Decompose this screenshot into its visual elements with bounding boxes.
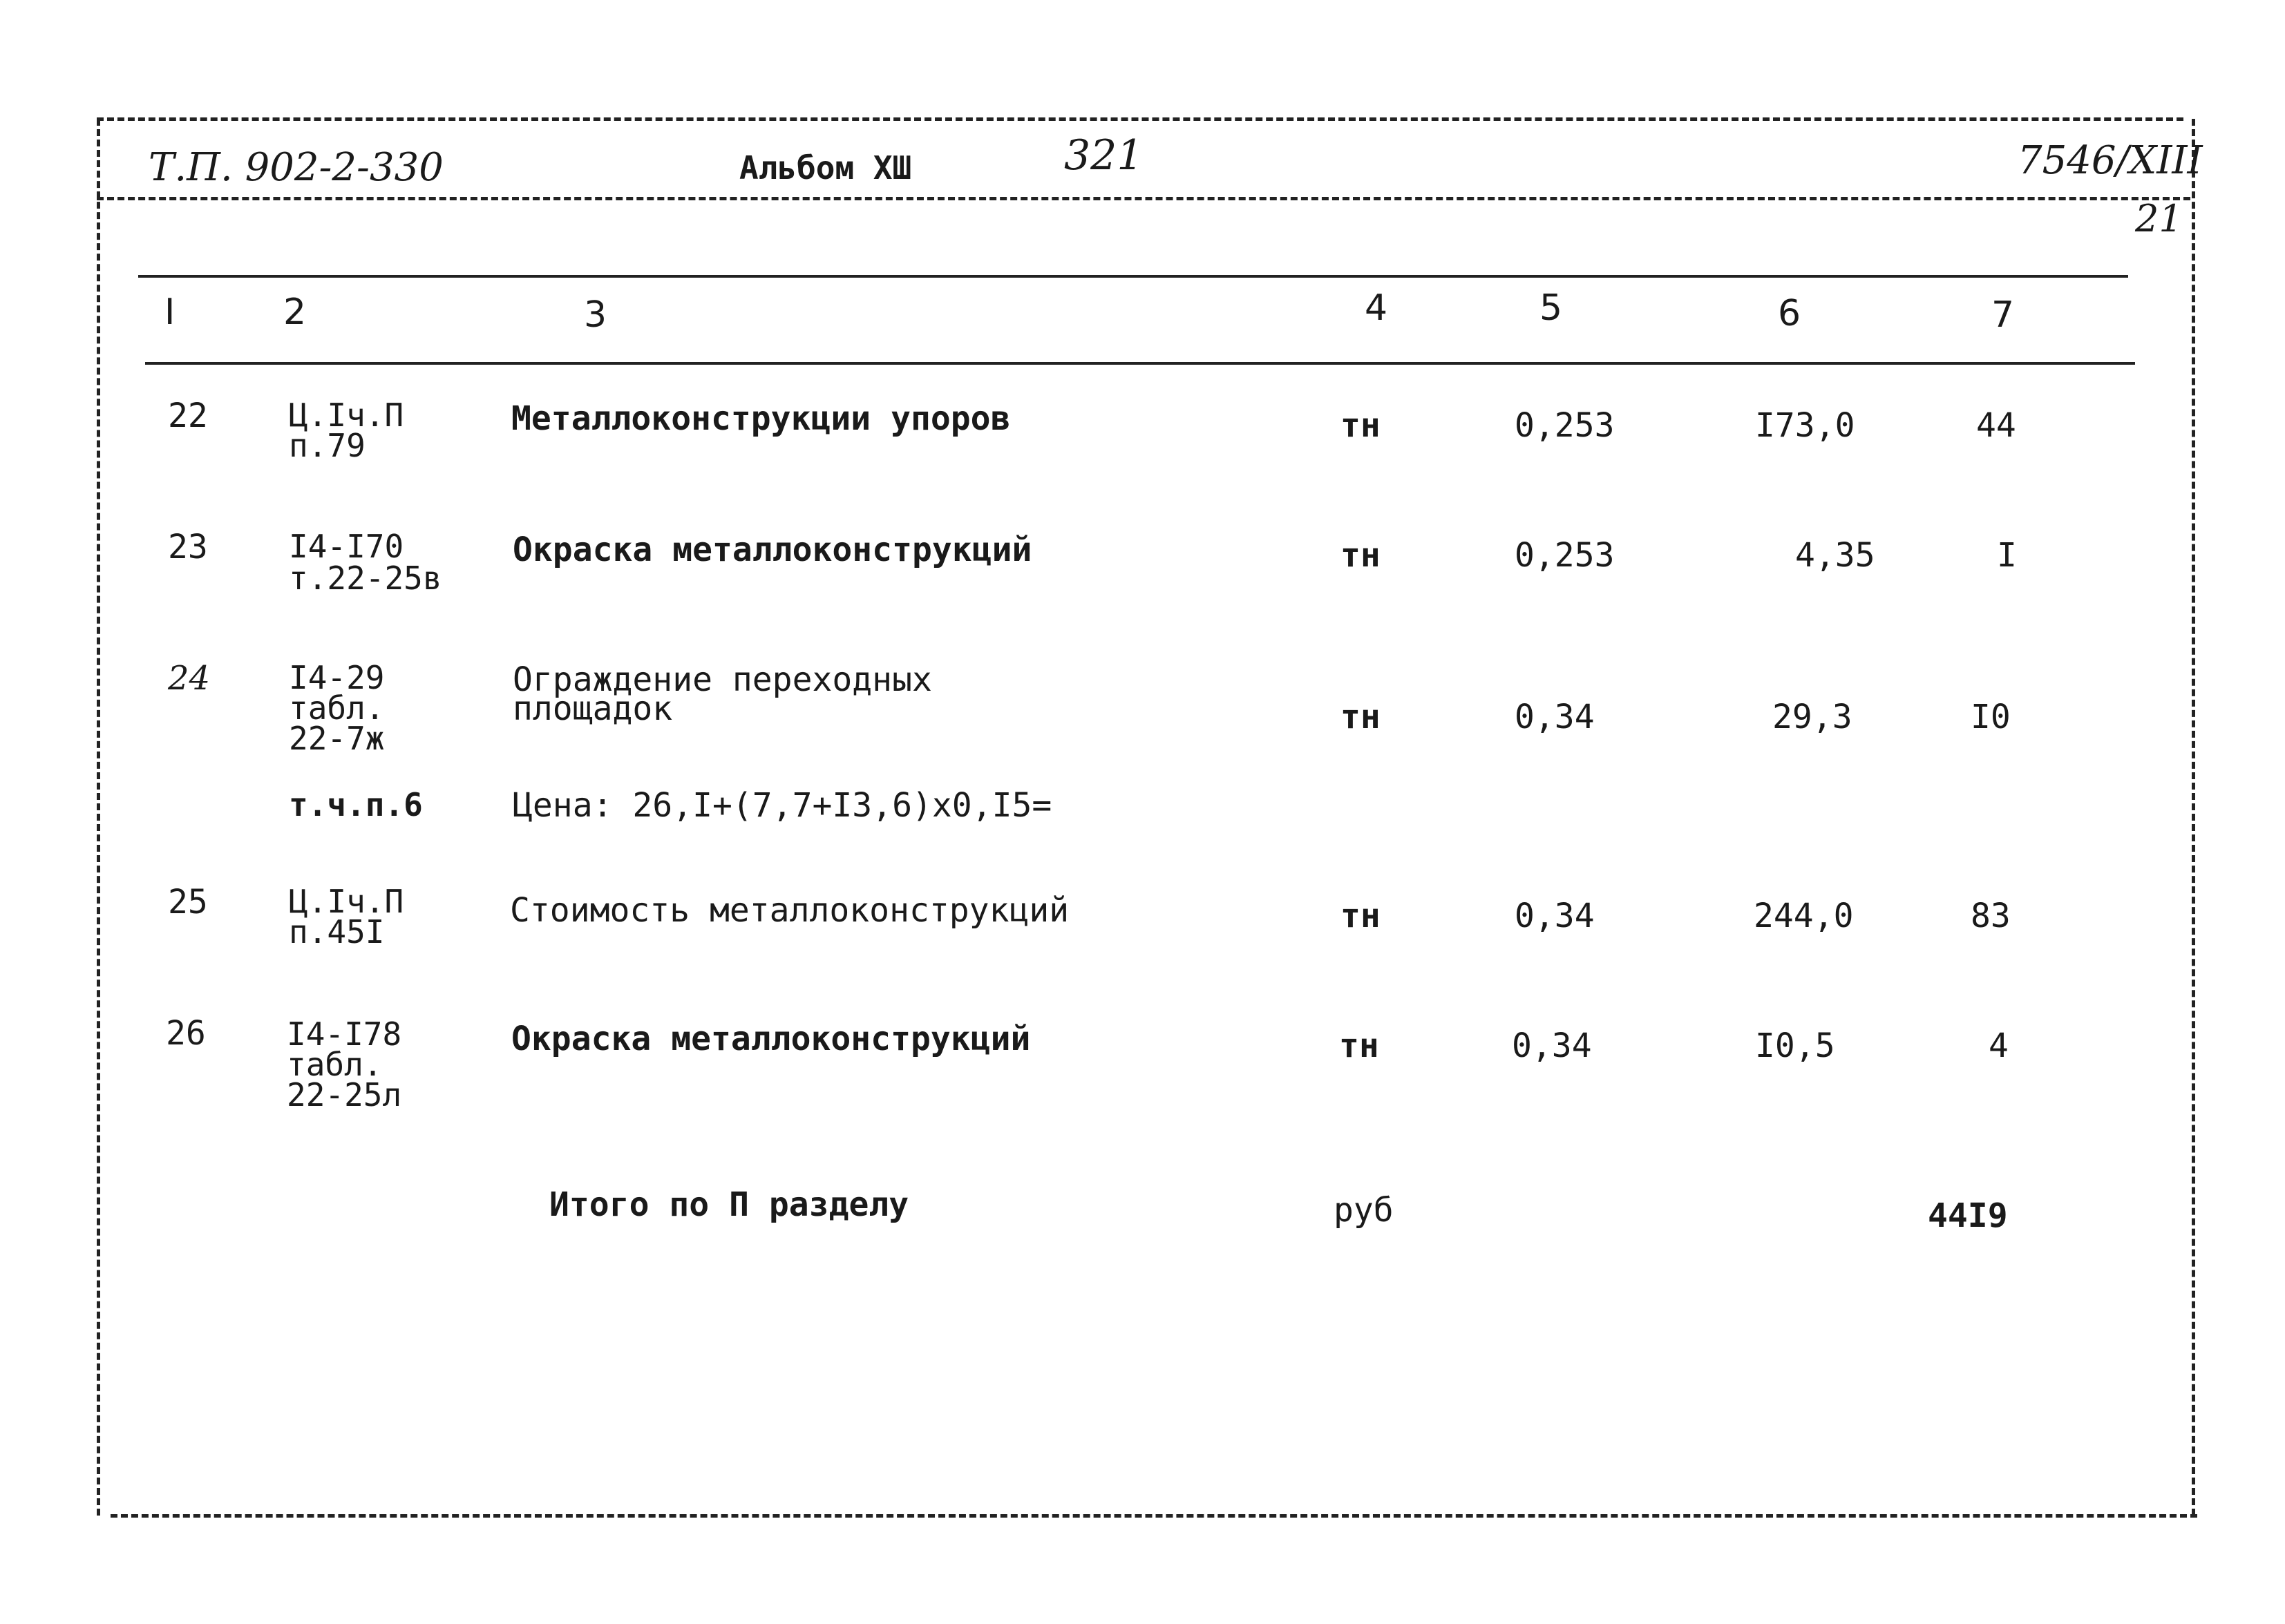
column-number-4: 4 [1365, 287, 1388, 329]
unit-price: I0,5 [1755, 1026, 1835, 1065]
quantity: 0,253 [1515, 536, 1615, 575]
section-total-value: 44I9 [1928, 1196, 2008, 1235]
work-description-line2: площадок [513, 689, 673, 728]
unit: тн [1340, 698, 1381, 736]
total-cost: 44 [1976, 406, 2016, 445]
column-header-top-rule [138, 275, 2128, 278]
section-total-label: Итого по П разделу [549, 1185, 909, 1224]
column-number-2: 2 [283, 292, 307, 333]
sheet-mark: 21 [2135, 197, 2183, 240]
unit-price: 244,0 [1754, 897, 1854, 935]
total-cost: 83 [1971, 897, 2011, 935]
unit-price: 29,3 [1772, 698, 1852, 736]
work-description: Стоимость металлоконструкций [510, 891, 1070, 930]
column-number-3: 3 [584, 294, 607, 336]
unit-price: I73,0 [1755, 406, 1855, 445]
unit: тн [1339, 1026, 1379, 1065]
rate-code-line2: п.45I [289, 913, 385, 950]
rate-code-line1: I4-29 [289, 659, 385, 696]
column-number-1: I [164, 292, 176, 333]
album-title: Альбом XШ [739, 149, 912, 187]
rate-code-line1: Ц.Iч.П [289, 397, 404, 434]
unit: тн [1340, 406, 1381, 445]
column-header-bottom-rule [145, 362, 2135, 365]
column-number-5: 5 [1539, 287, 1563, 329]
price-note-code: т.ч.п.6 [289, 786, 423, 823]
work-description: Окраска металлоконструкций [513, 531, 1032, 569]
total-cost: I [1997, 536, 2017, 575]
price-note-formula: Цена: 26,I+(7,7+I3,6)x0,I5= [513, 786, 1052, 825]
row-number: 22 [168, 397, 208, 435]
archive-number: 7546/XIII [2018, 138, 2203, 183]
frame-top-border [97, 117, 2183, 121]
rate-code-line3: 22-7ж [289, 720, 385, 757]
section-total-unit: руб [1334, 1191, 1394, 1230]
work-description: Окраска металлоконструкций [511, 1020, 1031, 1058]
rate-code-line2: п.79 [289, 427, 366, 464]
rate-code-line1: Ц.Iч.П [289, 883, 404, 920]
doc-code: Т.П. 902-2-330 [149, 145, 444, 190]
row-number: 23 [168, 528, 208, 566]
row-number: 25 [168, 883, 208, 921]
unit: тн [1340, 897, 1381, 935]
total-cost: I0 [1971, 698, 2011, 736]
total-cost: 4 [1989, 1026, 2009, 1065]
work-description: Металлоконструкции упоров [511, 399, 1011, 438]
column-number-6: 6 [1778, 293, 1801, 334]
unit-price: 4,35 [1795, 536, 1875, 575]
unit: тн [1340, 536, 1381, 575]
rate-code-line2: т.22-25в [289, 560, 442, 597]
frame-right-border [2192, 119, 2195, 1516]
page-number-handwritten: 321 [1064, 131, 1144, 180]
frame-bottom-border [111, 1514, 2197, 1518]
rate-code-line3: 22-25л [287, 1076, 402, 1114]
rate-code-line2: табл. [289, 689, 385, 727]
row-number: 26 [166, 1014, 206, 1053]
row-number: 24 [168, 659, 211, 698]
frame-left-border [97, 119, 100, 1516]
rate-code-line1: I4-I70 [289, 528, 404, 565]
quantity: 0,34 [1515, 698, 1595, 736]
rate-code-line1: I4-I78 [287, 1015, 402, 1053]
work-description-line1: Ограждение переходных [513, 660, 932, 699]
column-number-7: 7 [1991, 294, 2015, 336]
rate-code-line2: табл. [287, 1046, 383, 1083]
quantity: 0,34 [1512, 1026, 1592, 1065]
quantity: 0,253 [1515, 406, 1615, 445]
quantity: 0,34 [1515, 897, 1595, 935]
header-separator [97, 197, 2190, 200]
